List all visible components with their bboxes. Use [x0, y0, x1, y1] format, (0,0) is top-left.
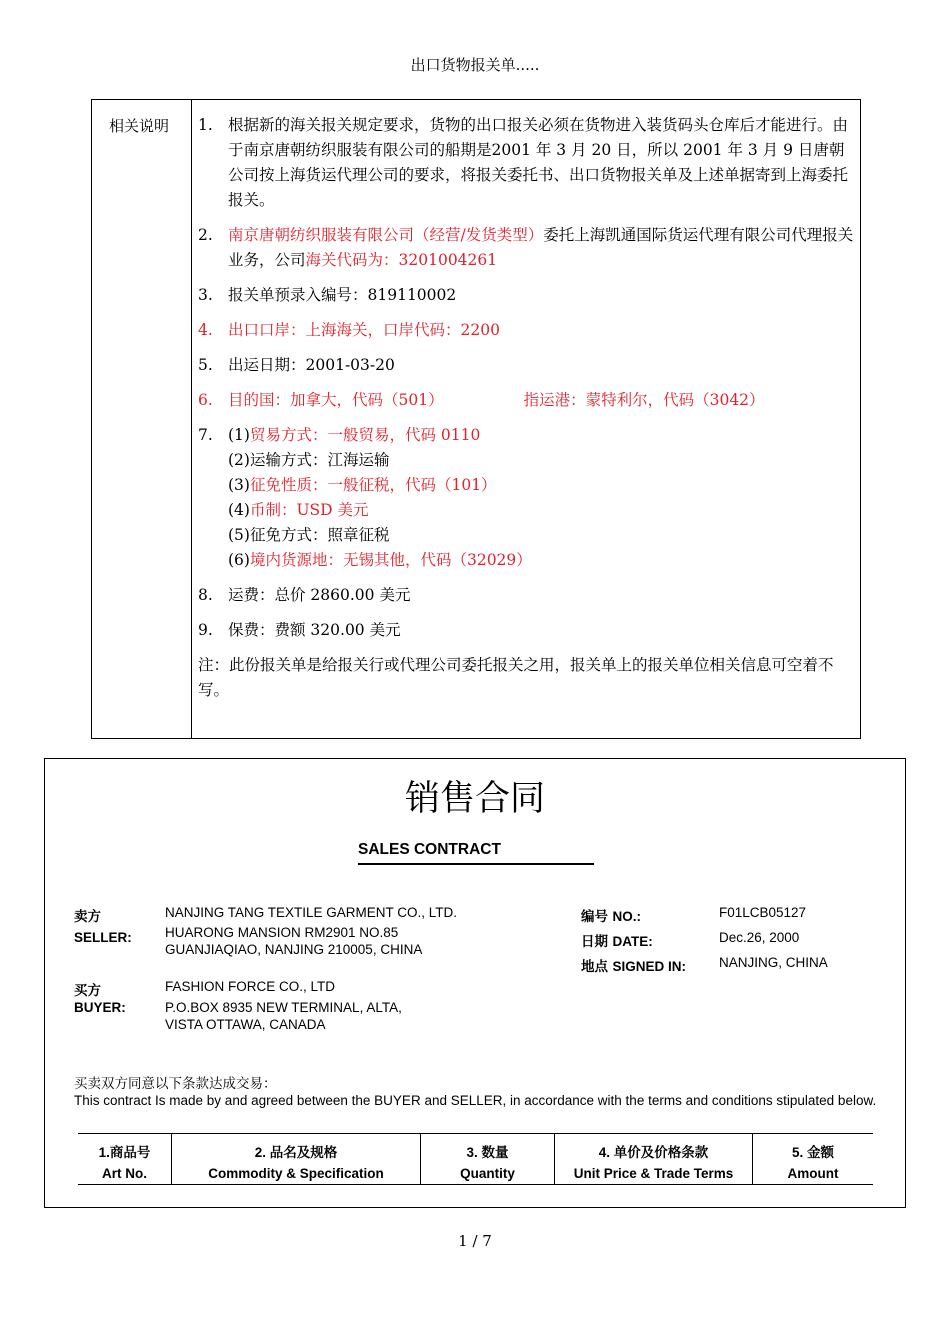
note-item-6 — [198, 388, 858, 413]
contract-title-cn: 销售合同 — [404, 779, 545, 819]
note-item-7 — [198, 423, 858, 573]
note-item-2 — [198, 223, 858, 273]
currency-line: (4)币制：USD 美元 — [228, 501, 369, 519]
seller-name: NANJING TANG TEXTILE GARMENT CO., LTD. — [165, 905, 458, 920]
note-number: 5. — [198, 356, 213, 374]
source-place-line: (6)境内货源地：无锡其他，代码（32029） — [228, 551, 532, 569]
notes-table — [91, 99, 861, 739]
note-item-5 — [198, 353, 858, 378]
buyer-address-line2: VISTA OTTAWA, CANADA — [165, 1017, 326, 1032]
column-header-commodity: 2. 品名及规格 Commodity & Specification — [171, 1134, 420, 1184]
destination-port: 指运港：蒙特利尔，代码（3042） — [523, 391, 765, 409]
buyer-address-line1: P.O.BOX 8935 NEW TERMINAL, ALTA, — [165, 1000, 402, 1015]
note-text: 运费：总价 2860.00 美元 — [228, 586, 411, 604]
contract-place-value: NANJING, CHINA — [719, 955, 828, 970]
note-number: 6. — [198, 391, 213, 409]
note-number: 4. — [198, 321, 213, 339]
notes-label-cell — [92, 100, 192, 738]
note-text: 保费：费额 320.00 美元 — [228, 621, 401, 639]
note-item-1 — [198, 113, 858, 213]
sales-contract — [44, 758, 906, 1208]
seller-label-cn: 卖方 — [74, 909, 101, 925]
customs-code-highlight: 海关代码为：3201004261 — [305, 251, 498, 269]
seller-address-line2: GUANJIAQIAO, NANJING 210005, CHINA — [165, 942, 423, 957]
contract-items-table-header — [78, 1133, 873, 1185]
seller-label-en: SELLER: — [74, 930, 132, 945]
buyer-label-en: BUYER: — [74, 1000, 126, 1015]
note-footer: 注：此份报关单是给报关行或代理公司委托报关之用，报关单上的报关单位相关信息可空着不写。 — [198, 656, 834, 699]
column-header-quantity: 3. 数量 Quantity — [420, 1134, 554, 1184]
agreement-text-en: This contract Is made by and agreed between the BUYER and SELLER, in accordance with the terms and conditions stipulated below. — [74, 1093, 877, 1108]
contract-date-value: Dec.26, 2000 — [719, 930, 800, 945]
contract-no-value: F01LCB05127 — [719, 905, 807, 920]
seller-address-line1: HUARONG MANSION RM2901 NO.85 — [165, 925, 399, 940]
note-text: 委托上海凯通国际货运代理有限公司代理报关业务，公司 — [228, 226, 854, 269]
notes-body — [198, 113, 858, 703]
note-text: 报关单预录入编号：819110002 — [228, 286, 457, 304]
page-title: 出口货物报关单..... — [410, 56, 540, 74]
note-text: 出运日期：2001-03-20 — [228, 356, 395, 374]
column-header-art-no: 1.商品号 Art No. — [98, 1145, 151, 1181]
contract-no-label: 编号 NO.: — [581, 909, 641, 925]
note-number: 8. — [198, 586, 213, 604]
destination-country: 目的国：加拿大，代码（501） — [228, 391, 444, 409]
note-item-3 — [198, 283, 858, 308]
buyer-name: FASHION FORCE CO., LTD — [165, 979, 336, 994]
company-name-highlight: 南京唐朝纺织服装有限公司（经营/发货类型） — [228, 226, 544, 244]
trade-mode-line: (1)贸易方式：一般贸易，代码 0110 — [228, 426, 481, 444]
note-number: 2. — [198, 226, 213, 244]
exemption-nature-line: (3)征免性质：一般征税，代码（101） — [228, 476, 497, 494]
notes-label: 相关说明 — [109, 117, 170, 135]
buyer-label-cn: 买方 — [74, 983, 101, 999]
note-number: 7. — [198, 426, 213, 444]
contract-place-label: 地点 SIGNED IN: — [581, 959, 686, 975]
note-text: 出口口岸：上海海关，口岸代码：2200 — [228, 321, 500, 339]
page-number: 1 / 7 — [458, 1232, 492, 1250]
note-text: 根据新的海关报关规定要求，货物的出口报关必须在货物进入装货码头仓库后才能进行。由于南京唐朝纺织服装有限公司的船期是2001 年 3 月 20 日，所以 2001 年 3 月 9 日唐朝公司按上海货运代理公司的要求，将报关委托书、出口货物报关单及上述单据寄到上海委托报关。 — [228, 116, 849, 209]
note-number: 9. — [198, 621, 213, 639]
column-header-unit-price: 4. 单价及价格条款 Unit Price & Trade Terms — [554, 1134, 752, 1184]
agreement-text-cn: 买卖双方同意以下条款达成交易： — [74, 1076, 277, 1092]
contract-date-label: 日期 DATE: — [581, 934, 653, 950]
note-item-8 — [198, 583, 858, 608]
note-number: 1. — [198, 116, 213, 134]
note-number: 3. — [198, 286, 213, 304]
column-header-amount: 5. 金额 Amount — [752, 1134, 873, 1184]
transport-mode-line: (2)运输方式：江海运输 — [228, 451, 390, 469]
exemption-method-line: (5)征免方式：照章征税 — [228, 526, 390, 544]
note-item-9 — [198, 618, 858, 643]
note-item-4 — [198, 318, 858, 343]
contract-title-en: SALES CONTRACT — [358, 841, 594, 865]
